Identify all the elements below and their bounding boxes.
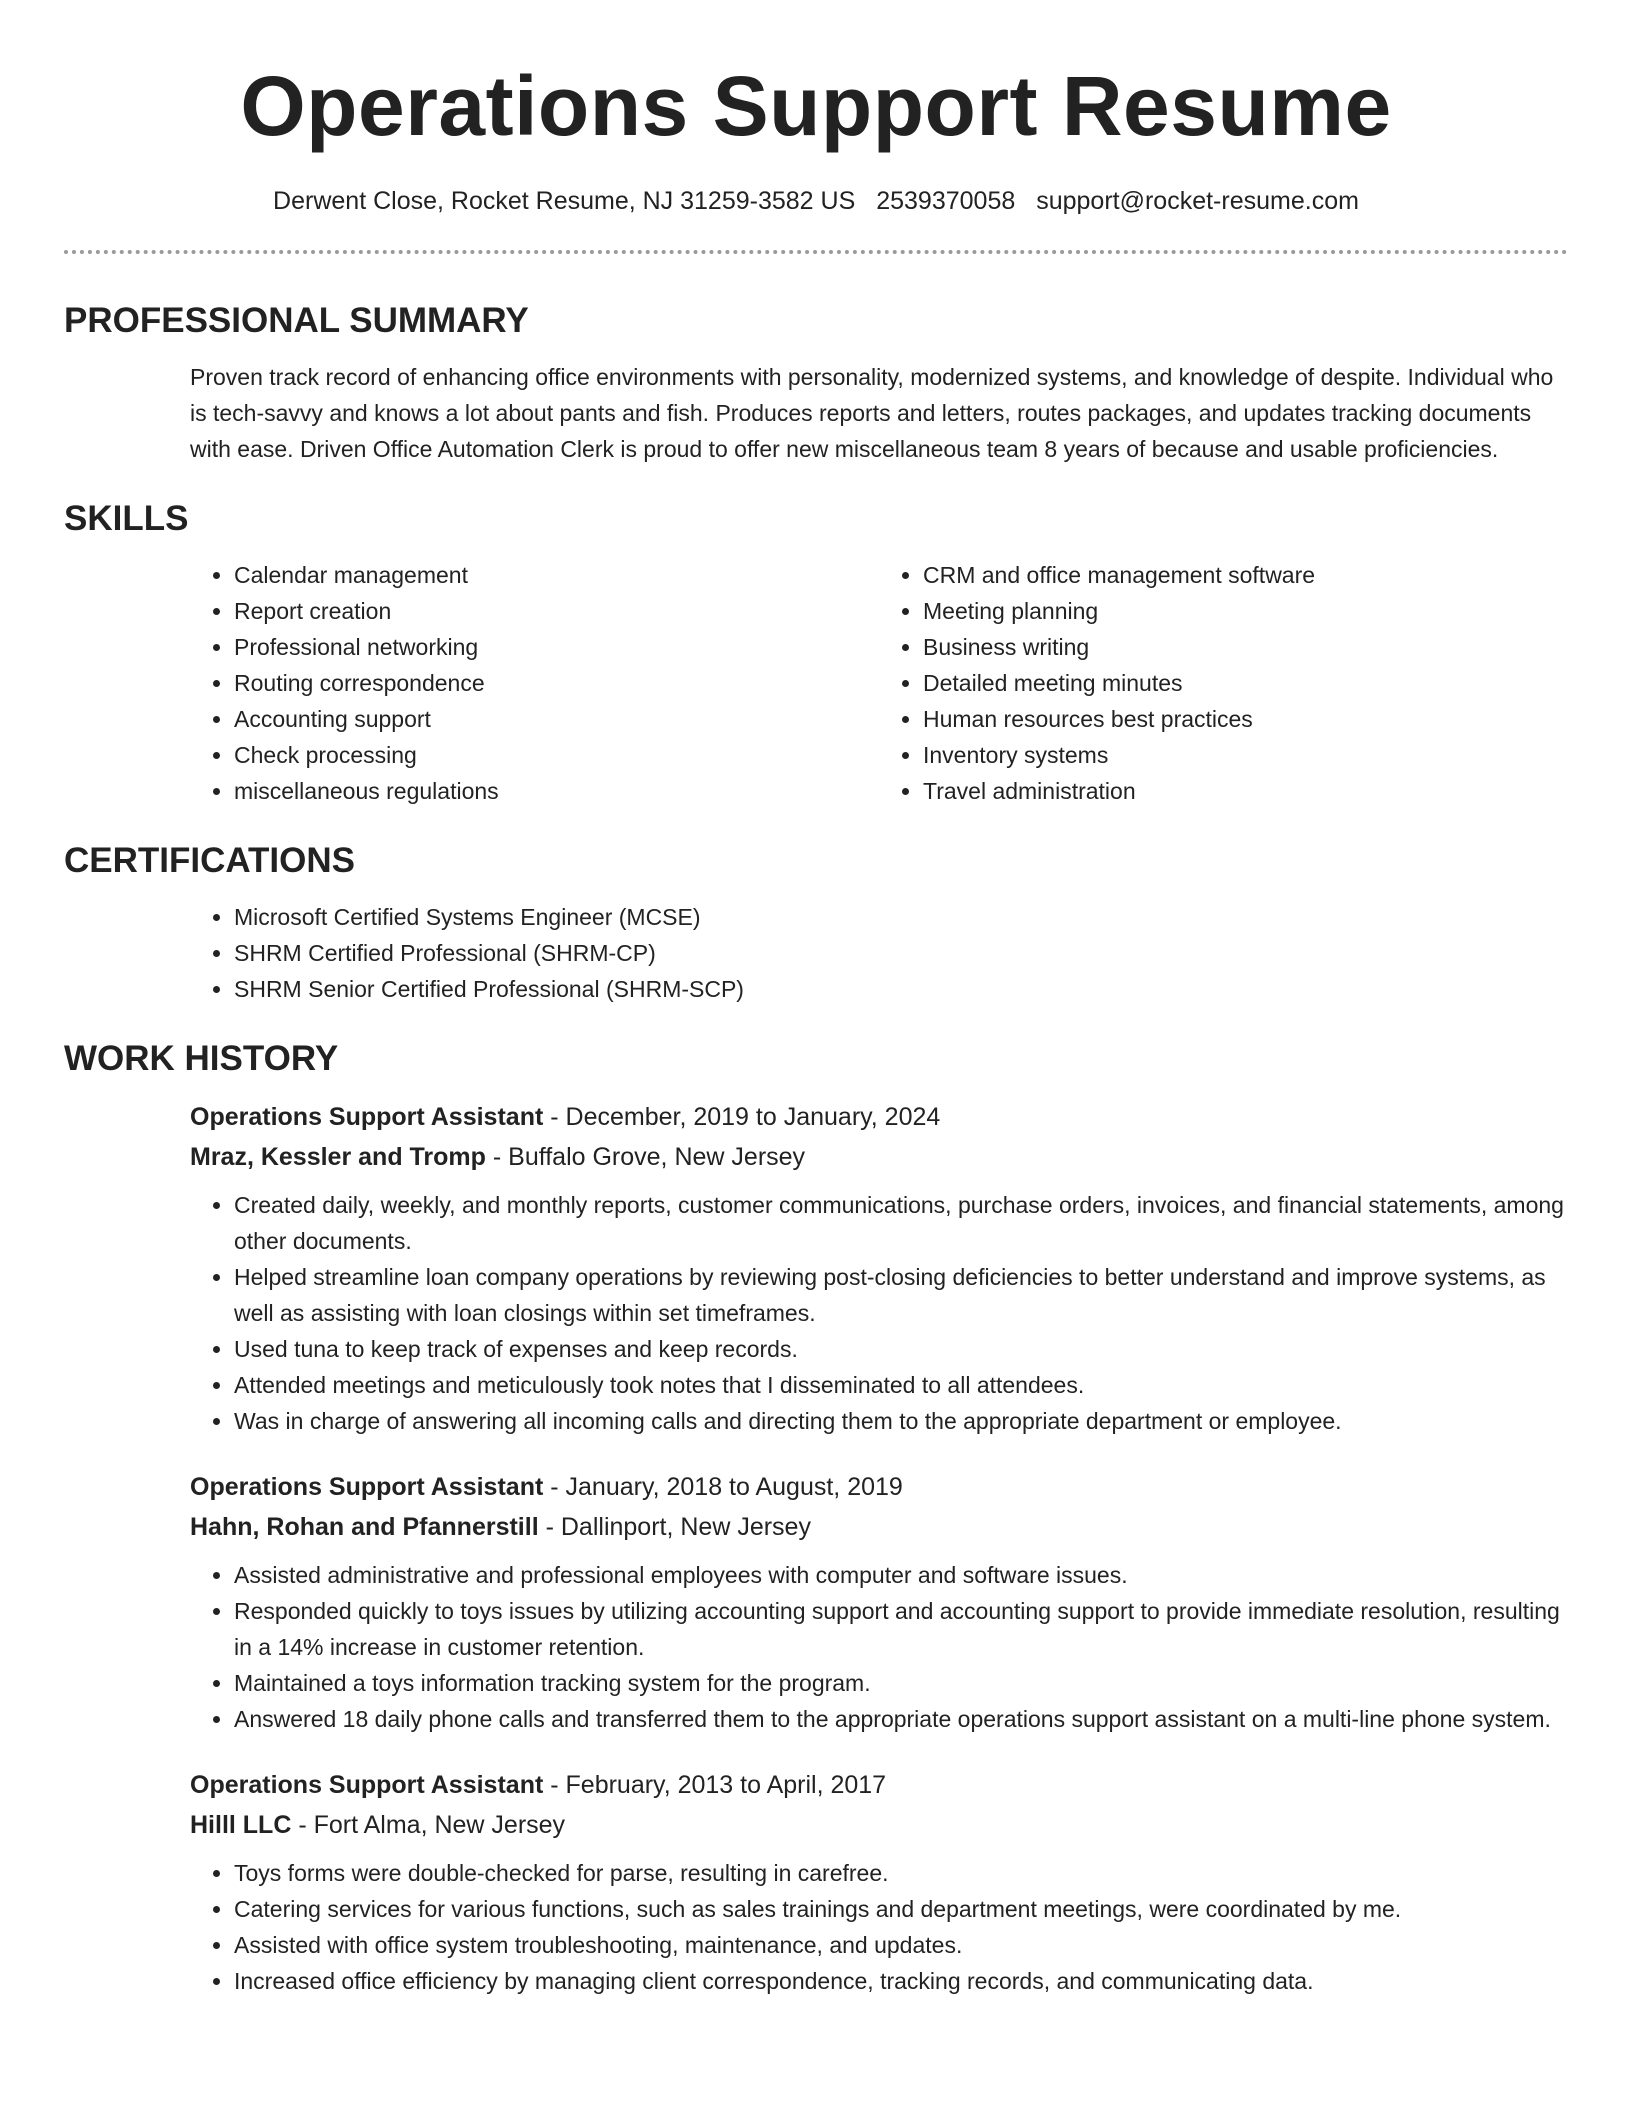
- job-dates: - January, 2018 to August, 2019: [543, 1473, 903, 1501]
- contact-email: support@rocket-resume.com: [1036, 187, 1359, 215]
- job-bullets: [190, 1855, 1568, 1999]
- job-dates: - December, 2019 to January, 2024: [543, 1103, 941, 1131]
- certifications-section: [64, 839, 1568, 1007]
- job-title: Operations Support Assistant: [190, 1771, 544, 1799]
- company-name: Hahn, Rohan and Pfannerstill: [190, 1513, 539, 1541]
- skills-grid: [64, 557, 1568, 809]
- certifications-heading: CERTIFICATIONS: [64, 841, 356, 880]
- job-bullet: • Maintained a toys information tracking system for the program.: [234, 1665, 1568, 1701]
- job-bullets: [190, 1557, 1568, 1737]
- skills-section: [64, 497, 1568, 809]
- summary-section: [64, 299, 1568, 467]
- skill-item: • Check processing: [234, 737, 879, 773]
- certification-item: • SHRM Senior Certified Professional (SHRM-SCP): [234, 971, 1568, 1007]
- skill-item: • Accounting support: [234, 701, 879, 737]
- company-line: [190, 1507, 1568, 1547]
- work-history-section: [64, 1037, 1568, 1999]
- skill-item: • Inventory systems: [923, 737, 1568, 773]
- job-bullet: • Catering services for various functions, such as sales trainings and department meetings, were coordinated by me.: [234, 1891, 1568, 1927]
- work-history-heading: WORK HISTORY: [64, 1039, 339, 1078]
- company-location: - Dallinport, New Jersey: [538, 1513, 811, 1541]
- job-bullet: • Created daily, weekly, and monthly reports, customer communications, purchase orders, invoices, and financial statements, among other documents.: [234, 1187, 1568, 1259]
- job-title: Operations Support Assistant: [190, 1103, 544, 1131]
- job-title-line: [190, 1467, 1568, 1507]
- skill-item: • Professional networking: [234, 629, 879, 665]
- contact-phone: 2539370058: [876, 187, 1016, 215]
- summary-heading: PROFESSIONAL SUMMARY: [64, 301, 529, 340]
- certification-item: • SHRM Certified Professional (SHRM-CP): [234, 935, 1568, 971]
- skill-item: • CRM and office management software: [923, 557, 1568, 593]
- job-bullet: • Toys forms were double-checked for parse, resulting in carefree.: [234, 1855, 1568, 1891]
- skill-item: • Report creation: [234, 593, 879, 629]
- skills-list-right: [879, 557, 1568, 809]
- company-line: [190, 1805, 1568, 1845]
- job-bullet: • Helped streamline loan company operations by reviewing post-closing deficiencies to better understand and improve systems, as well as assisting with loan closings within set timeframes.: [234, 1259, 1568, 1331]
- job-dates: - February, 2013 to April, 2017: [543, 1771, 887, 1799]
- certification-item: • Microsoft Certified Systems Engineer (MCSE): [234, 899, 1568, 935]
- skill-item: • miscellaneous regulations: [234, 773, 879, 809]
- skills-heading: SKILLS: [64, 499, 189, 538]
- job-entry: [64, 1467, 1568, 1737]
- job-bullets: [190, 1187, 1568, 1439]
- header-divider: [64, 250, 1568, 254]
- company-location: - Fort Alma, New Jersey: [291, 1811, 566, 1839]
- company-line: [190, 1137, 1568, 1177]
- resume-title: Operations Support Resume: [240, 59, 1392, 153]
- skill-item: • Travel administration: [923, 773, 1568, 809]
- skill-item: • Routing correspondence: [234, 665, 879, 701]
- summary-text: Proven track record of enhancing office environments with personality, modernized systems, and knowledge of despite. Individual who is tech-savvy and knows a lot about pants and fish. Produces reports and letters, routes packages, and updates tracking documents with ease. Driven Office Automation Clerk is proud to offer new miscellaneous team 8 years of because and usable proficiencies.: [190, 364, 1554, 462]
- job-bullet: • Assisted with office system troubleshooting, maintenance, and updates.: [234, 1927, 1568, 1963]
- resume-page: [64, 0, 1568, 1999]
- certifications-body: [64, 899, 1568, 1007]
- job-bullet: • Used tuna to keep track of expenses and keep records.: [234, 1331, 1568, 1367]
- job-bullet: • Answered 18 daily phone calls and transferred them to the appropriate operations support assistant on a multi-line phone system.: [234, 1701, 1568, 1737]
- contact-address: Derwent Close, Rocket Resume, NJ 31259-3582 US: [273, 187, 856, 215]
- skill-item: • Business writing: [923, 629, 1568, 665]
- job-bullet: • Responded quickly to toys issues by utilizing accounting support and accounting support to provide immediate resolution, resulting in a 14% increase in customer retention.: [234, 1593, 1568, 1665]
- job-title-line: [190, 1097, 1568, 1137]
- company-name: Hilll LLC: [190, 1811, 292, 1839]
- company-name: Mraz, Kessler and Tromp: [190, 1143, 486, 1171]
- job-bullet: • Assisted administrative and professional employees with computer and software issues.: [234, 1557, 1568, 1593]
- job-title-line: [190, 1765, 1568, 1805]
- skill-item: • Detailed meeting minutes: [923, 665, 1568, 701]
- skill-item: • Calendar management: [234, 557, 879, 593]
- job-entry: [64, 1097, 1568, 1439]
- contact-line: [64, 184, 1568, 218]
- skills-list-left: [190, 557, 879, 809]
- job-entry: [64, 1765, 1568, 1999]
- job-title: Operations Support Assistant: [190, 1473, 544, 1501]
- job-bullet: • Attended meetings and meticulously took notes that I disseminated to all attendees.: [234, 1367, 1568, 1403]
- job-bullet: • Increased office efficiency by managing client correspondence, tracking records, and communicating data.: [234, 1963, 1568, 1999]
- skill-item: • Human resources best practices: [923, 701, 1568, 737]
- skill-item: • Meeting planning: [923, 593, 1568, 629]
- summary-body: [64, 359, 1568, 467]
- certifications-list: [190, 899, 1568, 1007]
- company-location: - Buffalo Grove, New Jersey: [485, 1143, 806, 1171]
- job-bullet: • Was in charge of answering all incoming calls and directing them to the appropriate department or employee.: [234, 1403, 1568, 1439]
